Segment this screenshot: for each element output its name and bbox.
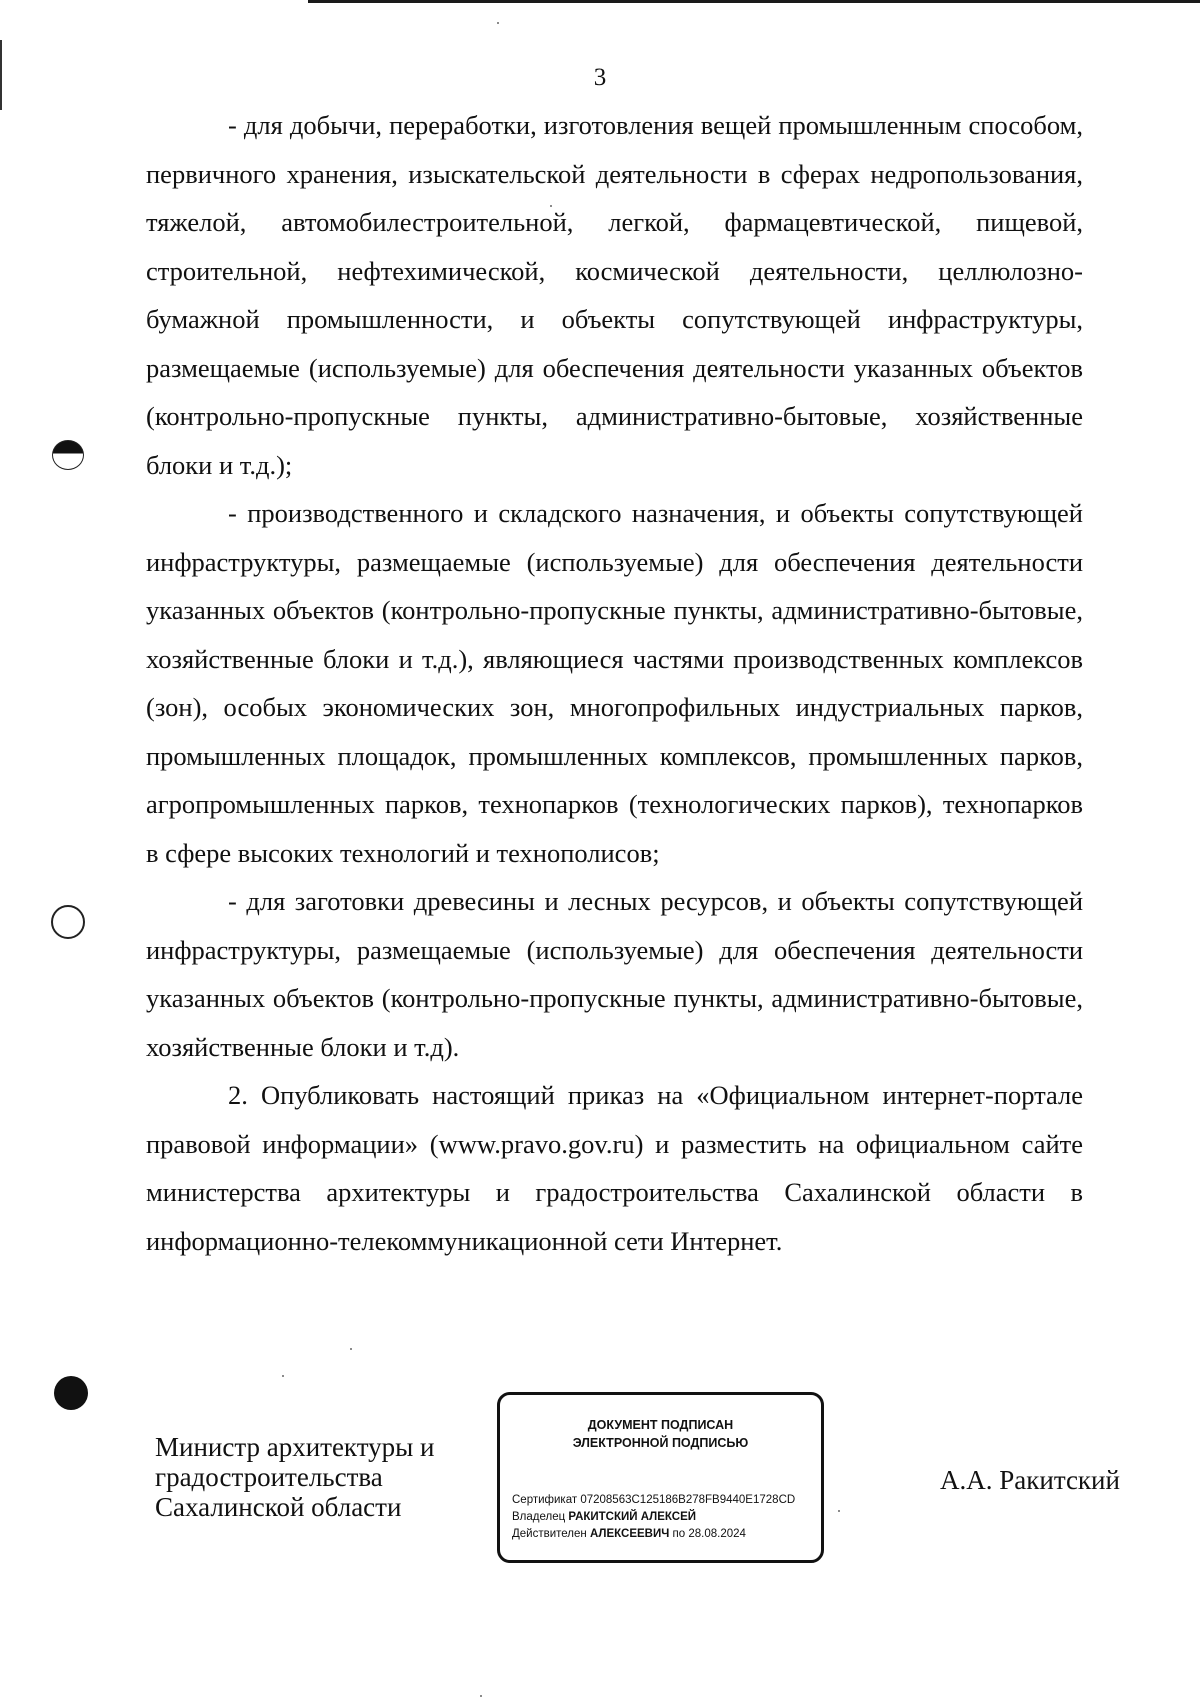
paragraph-production-storage: - производственного и складского назначения, и объекты сопутствующей инфраструктуры, размещаемые (используемые) для обеспечения деятельности указанных объектов (контрольно-пропускные пункты, административно-бытовые, хозяйственные блоки и т.д.), являющиеся частями производственных комплексов (зон), особых экономических зон, многопрофильных индустриальных парков, промышленных площадок, промышленных комплексов, промышленных парков, агропромышленных парков, технопарков (технологических парков), технопарков в сфере высоких технологий и технополисов;	[146, 498, 1083, 868]
top-border-line	[308, 0, 1200, 3]
scan-speck	[550, 205, 552, 207]
stamp-validity-row	[512, 1526, 795, 1543]
signer-name: А.А. Ракитский	[940, 1465, 1120, 1495]
electronic-signature-stamp	[497, 1392, 824, 1563]
page-number: 3	[593, 64, 607, 91]
stamp-owner-label: Владелец	[512, 1511, 566, 1523]
stamp-certificate-value: 07208563C125186B278FB9440E1728CD	[580, 1494, 796, 1506]
stamp-validity-value: АЛЕКСЕЕВИЧ	[589, 1528, 670, 1540]
stamp-validity-range: по 28.08.2024	[672, 1528, 746, 1540]
scan-speck	[282, 1375, 284, 1377]
punch-hole-middle	[51, 905, 85, 939]
stamp-details	[512, 1492, 795, 1543]
stamp-validity-label: Действителен	[512, 1528, 587, 1540]
scan-speck	[350, 1348, 352, 1350]
document-body	[146, 101, 1083, 1265]
stamp-certificate-row	[512, 1492, 795, 1509]
punch-hole-bottom	[54, 1376, 88, 1410]
paragraph-timber-harvesting: - для заготовки древесины и лесных ресурсов, и объекты сопутствующей инфраструктуры, размещаемые (используемые) для обеспечения деятельности указанных объектов (контрольно-пропускные пункты, административно-бытовые, хозяйственные блоки и т.д).	[146, 886, 1083, 1062]
punch-hole-top	[52, 440, 84, 470]
stamp-heading	[500, 1416, 821, 1452]
paragraph-mining-industry: - для добычи, переработки, изготовления вещей промышленным способом, первичного хранения, изыскательской деятельности в сферах недропользования, тяжелой, автомобилестроительной, легкой, фармацевтической, пищевой, строительной, нефтехимической, космической деятельности, целлюлозно-бумажной промышленности, и объекты сопутствующей инфраструктуры, размещаемые (используемые) для обеспечения деятельности указанных объектов (контрольно-пропускные пункты, административно-бытовые, хозяйственные блоки и т.д.);	[146, 110, 1083, 480]
signer-position	[155, 1432, 434, 1522]
signer-position-line: Сахалинской области	[155, 1492, 402, 1522]
signer-position-line: градостроительства	[155, 1462, 383, 1492]
scan-speck	[497, 22, 499, 24]
stamp-owner-row	[512, 1509, 795, 1526]
stamp-heading-line: ДОКУМЕНТ ПОДПИСАН	[587, 1418, 734, 1432]
stamp-owner-value: РАКИТСКИЙ АЛЕКСЕЙ	[568, 1511, 697, 1523]
stamp-heading-line: ЭЛЕКТРОННОЙ ПОДПИСЬЮ	[572, 1436, 749, 1450]
scan-speck	[480, 1695, 482, 1697]
stamp-certificate-label: Сертификат	[512, 1494, 578, 1506]
signer-position-line: Министр архитектуры и	[155, 1432, 435, 1462]
scan-speck	[838, 1510, 840, 1512]
paragraph-publication-order: 2. Опубликовать настоящий приказ на «Официальном интернет-портале правовой информации» (www.pravo.gov.ru) и разместить на официальном сайте министерства архитектуры и градостроительства Сахалинской области в информационно-телекоммуникационной сети Интернет.	[146, 1080, 1083, 1256]
